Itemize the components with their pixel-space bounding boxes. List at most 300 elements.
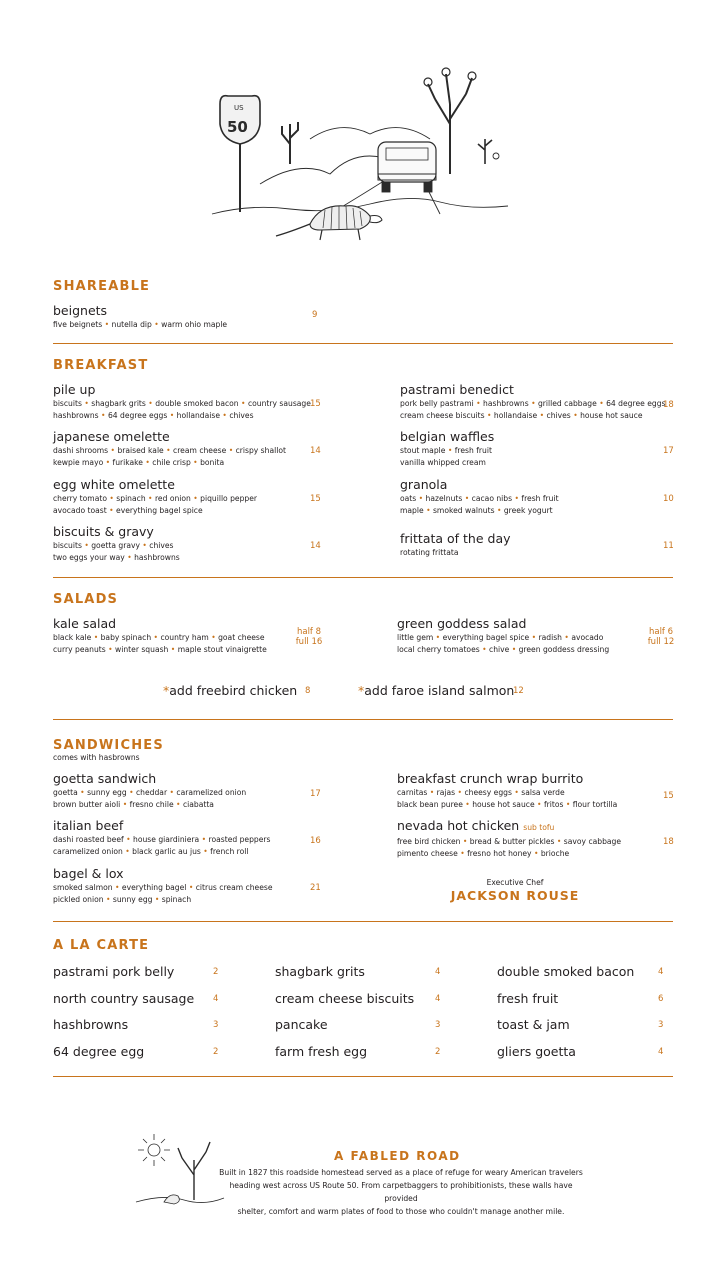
a-la-carte-item: 64 degree egg — [53, 1044, 145, 1059]
item-price: 10 — [663, 494, 674, 504]
ingredient: goetta gravy — [91, 541, 140, 550]
a-la-carte-item: fresh fruit — [497, 991, 559, 1006]
separator-dot: • — [455, 788, 465, 797]
menu-item — [397, 771, 617, 810]
ingredient: little gem — [397, 633, 434, 642]
separator-dot: • — [200, 846, 211, 856]
ingredient: vanilla whipped cream — [400, 457, 486, 467]
a-la-carte-price: 2 — [213, 1047, 219, 1057]
menu-item — [400, 429, 494, 468]
separator-dot: • — [416, 494, 426, 503]
item-description — [400, 445, 494, 468]
item-price — [294, 627, 324, 647]
ingredient: pork belly pastrami — [400, 399, 474, 408]
item-description — [53, 445, 286, 468]
item-name: pastrami benedict — [400, 382, 514, 397]
description-line — [53, 632, 267, 644]
section-title-a-la-carte: A LA CARTE — [53, 938, 150, 953]
section-divider — [53, 921, 673, 922]
separator-dot: • — [531, 848, 541, 858]
separator-dot: • — [226, 446, 236, 455]
item-name: breakfast crunch wrap burrito — [397, 771, 584, 786]
ingredient: grilled cabbage — [537, 399, 597, 408]
item-name: frittata of the day — [400, 531, 511, 546]
ingredient: black kale — [53, 633, 92, 642]
item-price: 14 — [310, 446, 321, 456]
item-name: belgian waffles — [400, 429, 495, 444]
menu-item — [400, 382, 665, 421]
ingredient: spinach — [161, 894, 192, 904]
addon-price: 8 — [305, 686, 311, 696]
chef-label: Executive Chef — [486, 878, 544, 887]
price-full: full 12 — [647, 637, 675, 647]
description-line — [53, 787, 246, 799]
desert-illustration — [134, 1130, 226, 1210]
separator-dot: • — [152, 894, 162, 904]
description-line — [400, 493, 559, 505]
ingredient: maple stout vinaigrette — [177, 644, 267, 654]
ingredient: everything bagel — [121, 883, 187, 892]
menu-item — [397, 818, 621, 859]
separator-dot: • — [102, 320, 112, 329]
ingredient: 64 degree eggs — [107, 410, 168, 420]
ingredient: fresh fruit — [454, 446, 492, 455]
ingredient: chive — [489, 644, 510, 654]
section-divider — [53, 343, 673, 344]
item-description — [397, 632, 609, 655]
price-full: full 16 — [295, 637, 323, 647]
ingredient: furikake — [112, 457, 143, 467]
ingredient: avocado toast — [53, 505, 107, 515]
separator-dot: • — [457, 848, 468, 858]
separator-dot: • — [199, 835, 209, 844]
description-line — [53, 644, 267, 656]
item-tag: sub tofu — [523, 823, 555, 832]
item-description — [53, 398, 311, 421]
separator-dot: • — [124, 552, 135, 562]
a-la-carte-price: 6 — [658, 994, 664, 1004]
ingredient: warm ohio maple — [161, 320, 228, 329]
a-la-carte-price: 3 — [213, 1020, 219, 1030]
separator-dot: • — [186, 883, 196, 892]
addon-label: add freebird chicken — [169, 683, 298, 698]
description-line — [397, 644, 609, 656]
separator-dot: • — [103, 457, 113, 467]
story-line: Built in 1827 this roadside homestead served as a place of refuge for weary American travelers — [219, 1168, 583, 1177]
story-line: shelter, comfort and warm plates of food to those who couldn't manage another mile. — [237, 1207, 565, 1216]
separator-dot: • — [423, 505, 433, 515]
separator-dot: • — [462, 494, 472, 503]
ingredient: citrus cream cheese — [195, 883, 273, 892]
ingredient: 64 degree eggs — [606, 399, 666, 408]
separator-dot: • — [433, 633, 443, 642]
ingredient: cream cheese biscuits — [400, 410, 485, 420]
separator-dot: • — [103, 894, 113, 904]
item-price: 11 — [663, 541, 674, 551]
separator-dot: • — [528, 399, 538, 408]
separator-dot: • — [529, 633, 539, 642]
separator-dot: • — [537, 410, 547, 420]
separator-dot: • — [512, 494, 522, 503]
price-half: half 6 — [648, 627, 674, 637]
separator-dot: • — [77, 788, 88, 797]
ingredient: five beignets — [53, 320, 103, 329]
ingredient: pimento cheese — [397, 848, 458, 858]
ingredient: brown butter aioli — [53, 799, 121, 809]
a-la-carte-price: 2 — [213, 967, 219, 977]
a-la-carte-price: 4 — [658, 1047, 664, 1057]
separator-dot: • — [168, 644, 178, 654]
ingredient: caramelized onion — [176, 788, 247, 797]
separator-dot: • — [173, 799, 183, 809]
description-line — [397, 799, 617, 811]
ingredient: sunny egg — [87, 788, 127, 797]
separator-dot: • — [462, 799, 473, 809]
ingredient: biscuits — [53, 399, 82, 408]
ingredient: country ham — [160, 633, 209, 642]
item-price: 21 — [310, 883, 321, 893]
separator-dot: • — [190, 457, 201, 467]
sign-number-text: 50 — [227, 118, 248, 136]
ingredient: hazelnuts — [425, 494, 463, 503]
a-la-carte-price: 2 — [435, 1047, 441, 1057]
item-description — [397, 836, 621, 859]
menu-item — [53, 616, 267, 655]
ingredient: stout maple — [400, 446, 446, 455]
ingredient: dashi shrooms — [53, 446, 109, 455]
menu-item — [53, 382, 311, 421]
sign-us-text: US — [234, 104, 244, 112]
ingredient: salsa verde — [521, 788, 565, 797]
a-la-carte-item: pancake — [275, 1017, 328, 1032]
description-line — [397, 836, 621, 848]
section-divider — [53, 719, 673, 720]
description-line — [400, 445, 494, 457]
a-la-carte-item: toast & jam — [497, 1017, 570, 1032]
description-line — [400, 505, 559, 517]
story-line: heading west across US Route 50. From carpetbaggers to prohibitionists, these walls have provided — [229, 1181, 573, 1203]
ingredient: bread & butter pickles — [469, 837, 555, 846]
section-title-salads: SALADS — [53, 592, 119, 607]
ingredient: cream cheese — [173, 446, 227, 455]
description-line — [400, 398, 665, 410]
separator-dot: • — [167, 788, 177, 797]
item-price: 9 — [312, 310, 318, 320]
ingredient: black garlic au jus — [132, 846, 201, 856]
ingredient: cheddar — [136, 788, 168, 797]
a-la-carte-item: gliers goetta — [497, 1044, 576, 1059]
ingredient: french roll — [210, 846, 249, 856]
item-name: kale salad — [53, 616, 117, 631]
item-description — [53, 493, 257, 516]
separator-dot: • — [460, 837, 470, 846]
ingredient: pickled onion — [53, 894, 104, 904]
ingredient: chile crisp — [152, 457, 191, 467]
separator-dot: • — [112, 883, 122, 892]
separator-dot: • — [190, 494, 201, 503]
item-name: beignets — [53, 303, 108, 318]
ingredient: curry peanuts — [53, 644, 106, 654]
item-price: 18 — [663, 837, 674, 847]
ingredient: hollandaise — [493, 410, 538, 420]
ingredient: house hot sauce — [580, 410, 643, 420]
description-line — [53, 445, 286, 457]
separator-dot: • — [81, 541, 92, 550]
separator-dot: • — [596, 399, 607, 408]
ingredient: ciabatta — [182, 799, 214, 809]
ingredient: fresno hot honey — [467, 848, 532, 858]
item-description — [400, 493, 559, 516]
item-price: 18 — [663, 400, 674, 410]
item-price: 14 — [310, 541, 321, 551]
ingredient: winter squash — [115, 644, 169, 654]
separator-dot: • — [139, 541, 150, 550]
a-la-carte-price: 3 — [658, 1020, 664, 1030]
separator-dot: • — [151, 320, 162, 329]
ingredient: kewpie mayo — [53, 457, 104, 467]
description-line — [397, 787, 617, 799]
menu-item — [400, 477, 559, 516]
chef-name: JACKSON ROUSE — [450, 888, 580, 903]
separator-dot: • — [106, 505, 117, 515]
separator-dot: • — [105, 644, 116, 654]
ingredient: piquillo pepper — [200, 494, 258, 503]
separator-dot: • — [534, 799, 544, 809]
description-line — [53, 834, 271, 846]
price-half: half 8 — [296, 627, 322, 637]
separator-dot: • — [238, 399, 248, 408]
separator-dot: • — [479, 644, 490, 654]
ingredient: savoy cabbage — [563, 837, 622, 846]
description-line — [53, 799, 246, 811]
description-line — [400, 410, 665, 422]
item-name: goetta sandwich — [53, 771, 157, 786]
item-description — [400, 398, 665, 421]
ingredient: braised kale — [117, 446, 164, 455]
menu-item — [53, 818, 271, 857]
description-line — [53, 398, 311, 410]
ingredient: fresno chile — [129, 799, 174, 809]
item-name: pile up — [53, 382, 96, 397]
item-description — [53, 319, 227, 331]
ingredient: everything bagel spice — [116, 505, 203, 515]
separator-dot: • — [142, 457, 153, 467]
item-name: biscuits & gravy — [53, 524, 154, 539]
ingredient: hashbrowns — [53, 410, 99, 420]
addon-price: 12 — [513, 686, 524, 696]
description-line — [397, 848, 621, 860]
item-price: 17 — [663, 446, 674, 456]
separator-dot: • — [120, 799, 130, 809]
item-name: egg white omelette — [53, 477, 175, 492]
ingredient: local cherry tomatoes — [397, 644, 480, 654]
ingredient: goetta — [53, 788, 78, 797]
item-price: 15 — [663, 791, 674, 801]
item-description — [53, 540, 180, 563]
ingredient: shagbark grits — [91, 399, 146, 408]
ingredient: oats — [400, 494, 417, 503]
menu-item — [53, 429, 286, 468]
description-line — [53, 540, 180, 552]
ingredient: sunny egg — [112, 894, 153, 904]
description-line — [53, 846, 271, 858]
ingredient: goat cheese — [218, 633, 265, 642]
description-line — [53, 457, 286, 469]
menu-item — [400, 531, 511, 559]
menu-item — [397, 616, 609, 655]
item-description — [53, 787, 246, 810]
separator-dot: • — [106, 494, 117, 503]
section-divider — [53, 577, 673, 578]
separator-dot: • — [108, 446, 118, 455]
ingredient: biscuits — [53, 541, 82, 550]
item-name: nevada hot chicken sub tofu — [397, 818, 555, 833]
separator-dot: • — [494, 505, 504, 515]
item-price: 15 — [310, 399, 321, 409]
a-la-carte-item: double smoked bacon — [497, 964, 635, 979]
section-title-shareable: SHAREABLE — [53, 279, 151, 294]
ingredient: avocado — [571, 633, 604, 642]
description-line — [53, 552, 180, 564]
menu-item — [53, 477, 257, 516]
separator-dot: • — [511, 788, 522, 797]
item-price: 16 — [310, 836, 321, 846]
a-la-carte-item: shagbark grits — [275, 964, 365, 979]
ingredient: maple — [400, 505, 424, 515]
separator-dot: • — [563, 799, 573, 809]
ingredient: free bird chicken — [397, 837, 461, 846]
separator-dot: • — [427, 788, 437, 797]
ingredient: smoked walnuts — [432, 505, 495, 515]
ingredient: country sausage — [247, 399, 311, 408]
item-description — [397, 787, 617, 810]
separator-dot: • — [122, 846, 133, 856]
item-description — [53, 834, 271, 857]
ingredient: radish — [538, 633, 562, 642]
a-la-carte-item: north country sausage — [53, 991, 195, 1006]
fabled-road-story — [216, 1166, 586, 1218]
separator-dot: • — [484, 410, 494, 420]
separator-dot: • — [473, 399, 484, 408]
description-line — [53, 505, 257, 517]
separator-dot: • — [163, 446, 174, 455]
ingredient: dashi roasted beef — [53, 835, 124, 844]
a-la-carte-price: 3 — [435, 1020, 441, 1030]
ingredient: double smoked bacon — [155, 399, 239, 408]
item-description — [53, 632, 267, 655]
a-la-carte-item: pastrami pork belly — [53, 964, 175, 979]
description-line — [53, 493, 257, 505]
item-name: japanese omelette — [53, 429, 170, 444]
separator-dot: • — [220, 410, 230, 420]
separator-dot: • — [445, 446, 455, 455]
ingredient: chives — [546, 410, 571, 420]
ingredient: baby spinach — [100, 633, 152, 642]
a-la-carte-item: farm fresh egg — [275, 1044, 368, 1059]
separator-dot: • — [98, 410, 108, 420]
section-title-breakfast: BREAKFAST — [53, 358, 149, 373]
ingredient: crispy shallot — [235, 446, 286, 455]
ingredient: rajas — [436, 788, 456, 797]
separator-dot: • — [151, 633, 161, 642]
item-price — [646, 627, 676, 647]
addon-salmon: *add faroe island salmon — [358, 683, 515, 698]
item-description — [400, 547, 511, 559]
separator-dot: • — [509, 644, 519, 654]
section-note: comes with hasbrowns — [53, 753, 140, 762]
separator-dot: • — [167, 410, 177, 420]
ingredient: hashbrowns — [134, 552, 180, 562]
ingredient: smoked salmon — [53, 883, 113, 892]
item-price: 17 — [310, 789, 321, 799]
menu-item — [53, 303, 227, 331]
hero-illustration — [210, 64, 510, 260]
item-price: 15 — [310, 494, 321, 504]
ingredient: two eggs your way — [53, 552, 125, 562]
separator-dot: • — [570, 410, 581, 420]
ingredient: nutella dip — [111, 320, 152, 329]
addon-label: add faroe island salmon — [364, 683, 515, 698]
separator-dot: • — [562, 633, 572, 642]
ingredient: rotating frittata — [400, 548, 459, 557]
separator-dot: • — [554, 837, 564, 846]
ingredient: red onion — [154, 494, 191, 503]
item-name: bagel & lox — [53, 866, 124, 881]
ingredient: brioche — [540, 848, 570, 858]
separator-dot: • — [208, 633, 219, 642]
separator-dot: • — [91, 633, 101, 642]
ingredient: house giardiniera — [133, 835, 200, 844]
ingredient: everything bagel spice — [442, 633, 530, 642]
item-name: green goddess salad — [397, 616, 527, 631]
menu-item — [53, 866, 273, 905]
a-la-carte-price: 4 — [435, 967, 441, 977]
description-line — [400, 457, 494, 469]
ingredient: spinach — [116, 494, 146, 503]
ingredient: fresh fruit — [521, 494, 559, 503]
fabled-road-title: A FABLED ROAD — [334, 1149, 461, 1163]
ingredient: flour tortilla — [572, 799, 618, 809]
a-la-carte-item: hashbrowns — [53, 1017, 129, 1032]
description-line — [53, 410, 311, 422]
a-la-carte-price: 4 — [435, 994, 441, 1004]
ingredient: bonita — [200, 457, 225, 467]
ingredient: fritos — [543, 799, 564, 809]
item-name: italian beef — [53, 818, 124, 833]
ingredient: greek yogurt — [503, 505, 553, 515]
ingredient: roasted peppers — [208, 835, 271, 844]
ingredient: caramelized onion — [53, 846, 123, 856]
ingredient: carnitas — [397, 788, 428, 797]
a-la-carte-price: 4 — [658, 967, 664, 977]
ingredient: hashbrowns — [483, 399, 529, 408]
ingredient: black bean puree — [397, 799, 463, 809]
item-description — [53, 882, 273, 905]
a-la-carte-price: 4 — [213, 994, 219, 1004]
item-name: granola — [400, 477, 448, 492]
section-title-sandwiches: SANDWICHES — [53, 738, 164, 753]
ingredient: cheesy eggs — [464, 788, 512, 797]
description-line — [397, 632, 609, 644]
separator-dot: • — [126, 788, 136, 797]
description-line — [53, 894, 273, 906]
description-line — [400, 547, 511, 559]
ingredient: chives — [229, 410, 254, 420]
ingredient: cacao nibs — [471, 494, 513, 503]
ingredient: house hot sauce — [472, 799, 535, 809]
description-line — [53, 882, 273, 894]
separator-dot: • — [81, 399, 92, 408]
